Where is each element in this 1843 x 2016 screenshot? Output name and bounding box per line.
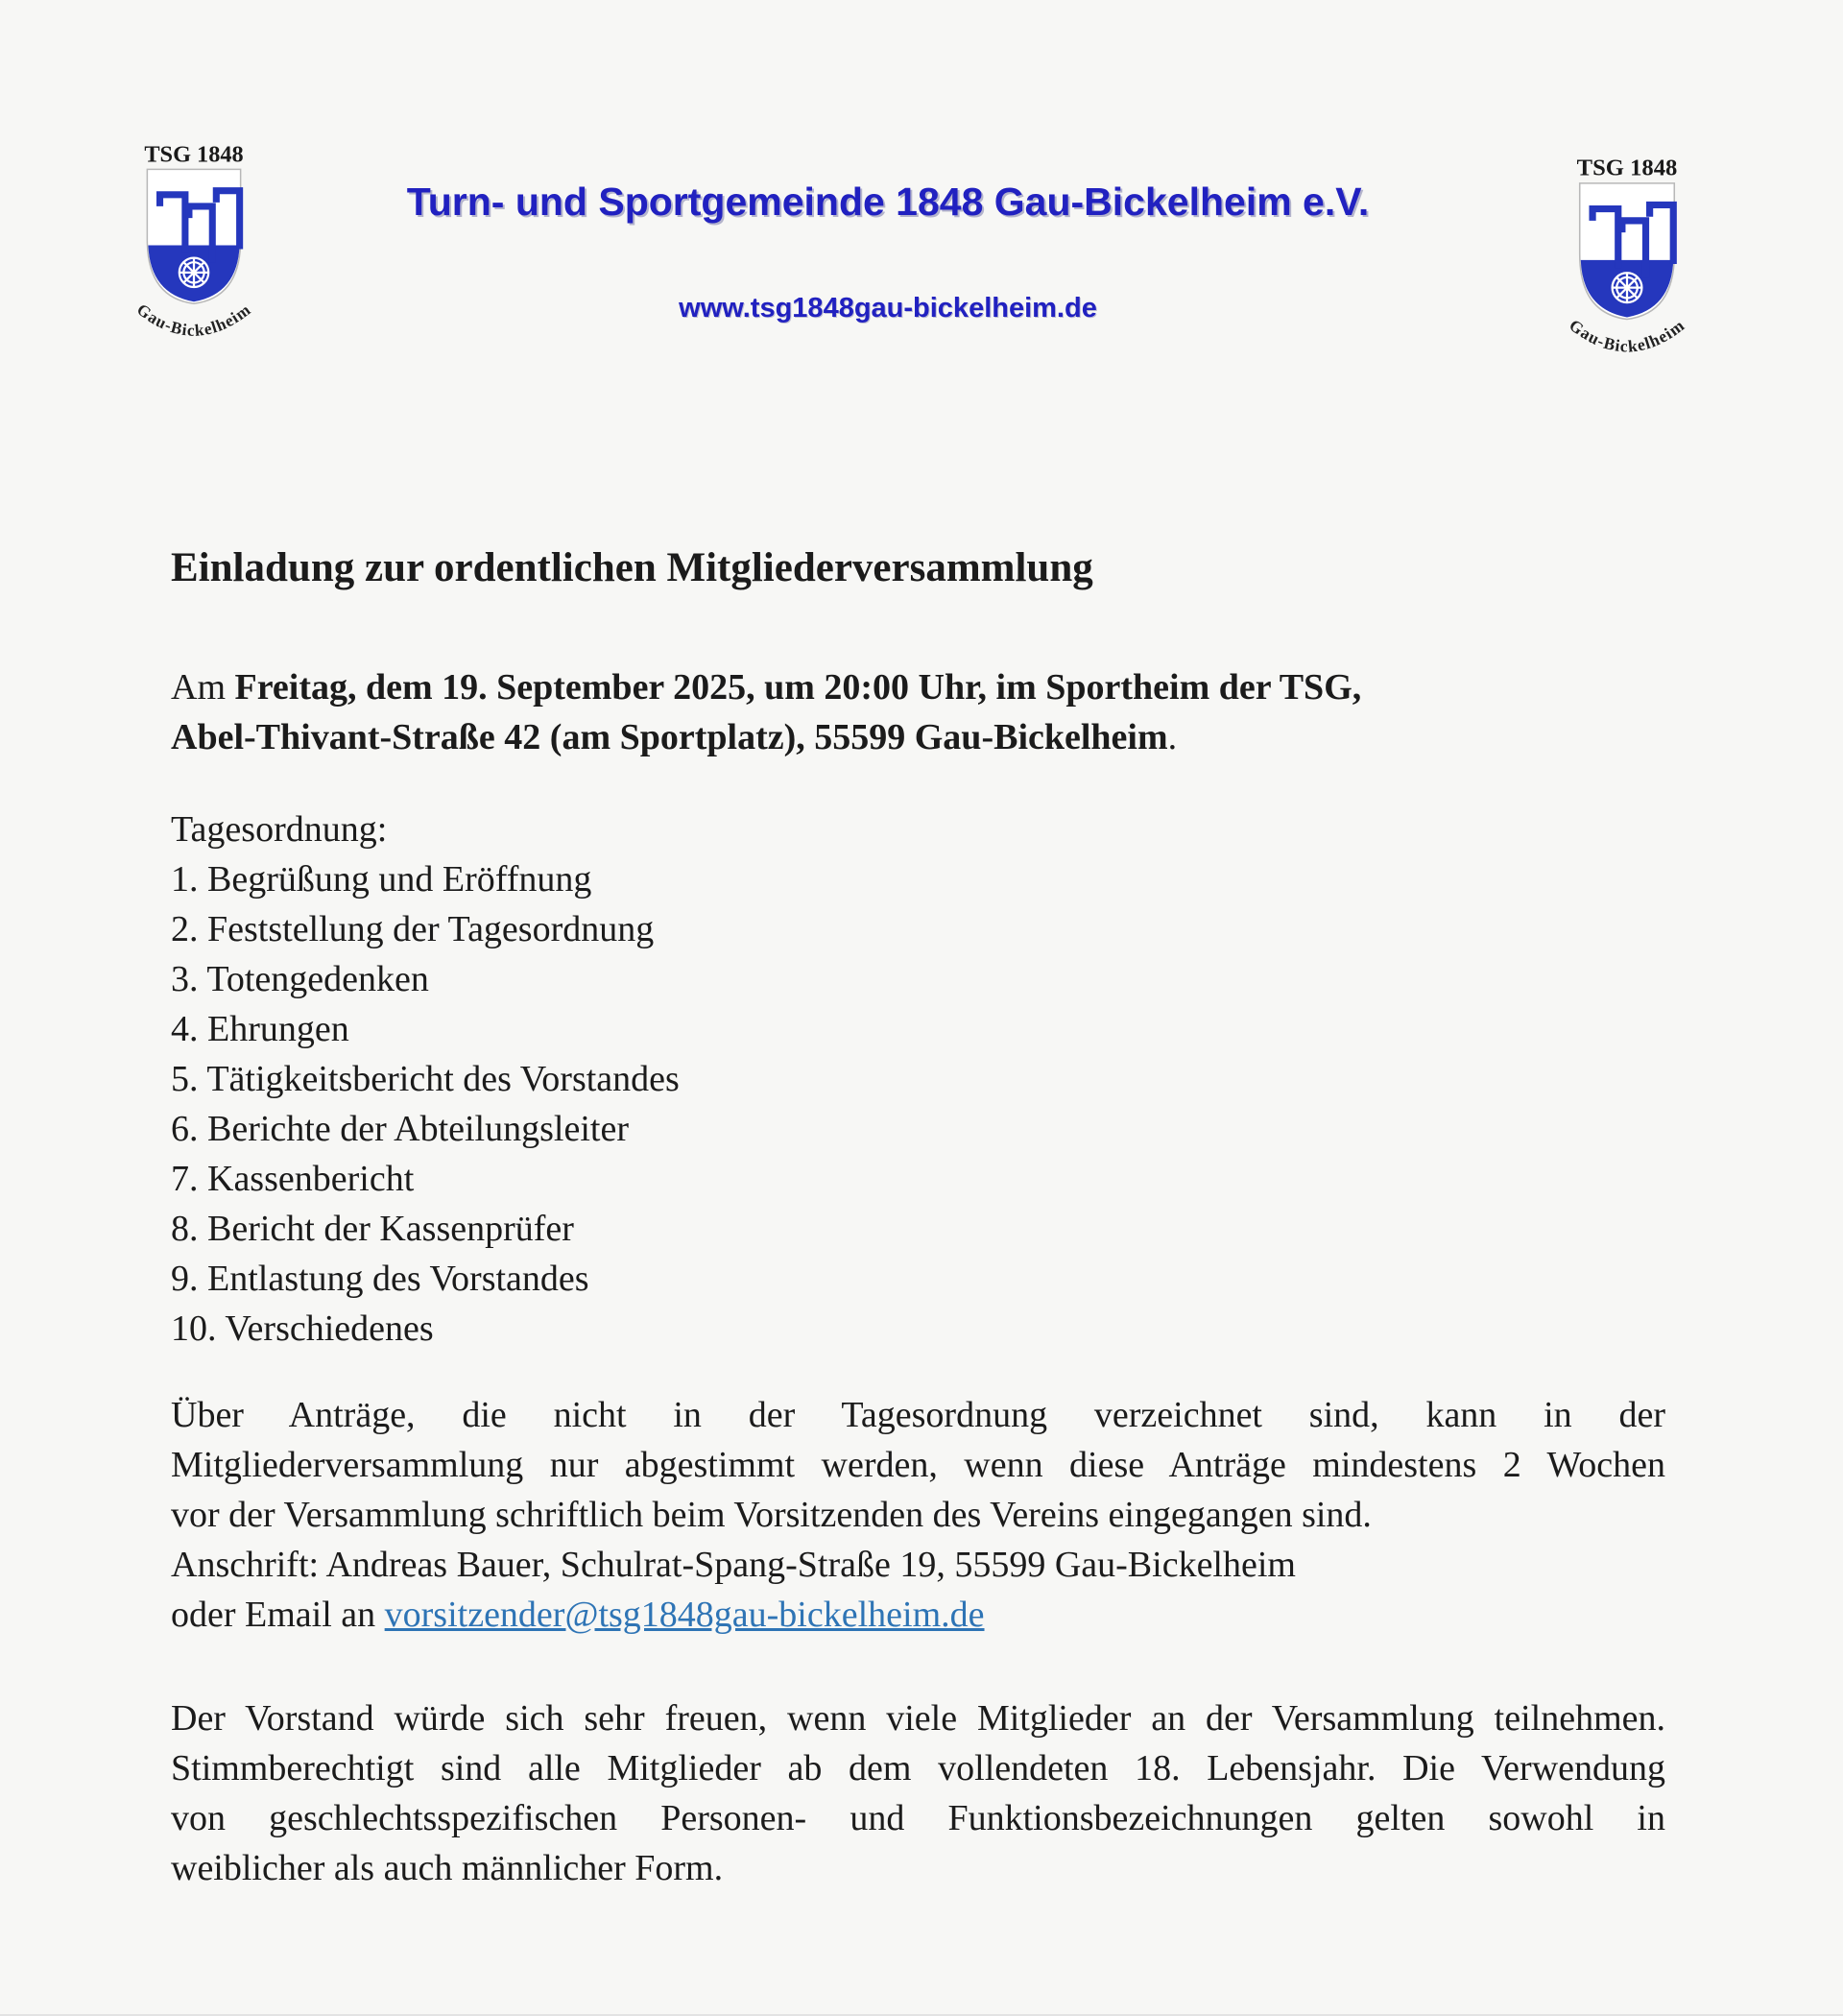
website-url: www.tsg1848gau-bickelheim.de [679,293,1097,324]
club-crest-icon [1553,152,1701,380]
organization-title: Turn- und Sportgemeinde 1848 Gau-Bickelheim e.V. [406,180,1370,224]
email-prefix: oder Email an [171,1595,385,1635]
paragraph-line: Mitgliederversammlung nur abgestimmt werden, wenn diese Anträge mindestens 2 Wochen [171,1445,1665,1485]
email-line [171,1590,1665,1640]
wheel-icon [180,258,208,287]
agenda-item-10: 10. Verschiedenes [171,1308,434,1349]
agenda-item-7: 7. Kassenbericht [171,1159,415,1199]
crest-bottom-label: Gau-Bickelheim [1566,315,1688,356]
agenda-section [171,804,1665,1354]
club-crest-icon [121,138,267,364]
crest-top-label: TSG 1848 [144,141,244,168]
agenda-item-5: 5. Tätigkeitsbericht des Vorstandes [171,1059,680,1099]
paragraph-line: von geschlechtsspezifischen Personen- und Funktionsbezeichnungen gelten sowohl in [171,1798,1665,1838]
meeting-intro: Am [171,667,235,708]
agenda-item-9: 9. Entlastung des Vorstandes [171,1259,589,1299]
agenda-item-8: 8. Bericht der Kassenprüfer [171,1209,574,1249]
paragraph-line: Über Anträge, die nicht in der Tagesordnung verzeichnet sind, kann in der [171,1395,1665,1435]
agenda-item-6: 6. Berichte der Abteilungsleiter [171,1109,629,1149]
agenda-label: Tagesordnung: [171,809,388,850]
wheel-icon [1613,273,1642,302]
agenda-item-3: 3. Totengedenken [171,959,429,999]
email-link[interactable]: vorsitzender@tsg1848gau-bickelheim.de [384,1595,985,1635]
paragraph-line: weiblicher als auch männlicher Form. [171,1848,724,1888]
crest-top-label: TSG 1848 [1576,155,1678,181]
agenda-item-4: 4. Ehrungen [171,1009,349,1049]
meeting-address-period: . [1167,717,1178,757]
agenda-item-1: 1. Begrüßung und Eröffnung [171,859,592,900]
motions-paragraph [171,1390,1665,1640]
club-crest-right [1553,152,1701,380]
paragraph-line: vor der Versammlung schriftlich beim Vorsitzenden des Vereins eingegangen sind. [171,1495,1372,1535]
meeting-date-time: Freitag, dem 19. September 2025, um 20:00 Uhr, im Sportheim der TSG, [234,667,1362,708]
meeting-details [171,662,1665,762]
club-crest-left [121,138,267,364]
meeting-address: Abel-Thivant-Straße 42 (am Sportplatz), 55599 Gau-Bickelheim [171,717,1168,757]
agenda-item-2: 2. Feststellung der Tagesordnung [171,909,655,949]
document-title: Einladung zur ordentlichen Mitgliederversammlung [171,545,1093,590]
address-line: Anschrift: Andreas Bauer, Schulrat-Spang-Straße 19, 55599 Gau-Bickelheim [171,1545,1296,1585]
crest-bottom-label: Gau-Bickelheim [132,300,255,340]
paragraph-line: Stimmberechtigt sind alle Mitglieder ab dem vollendeten 18. Lebensjahr. Die Verwendung [171,1748,1665,1788]
paragraph-line: Der Vorstand würde sich sehr freuen, wenn viele Mitglieder an der Versammlung teilnehmen. [171,1698,1665,1739]
closing-paragraph [171,1693,1665,1893]
